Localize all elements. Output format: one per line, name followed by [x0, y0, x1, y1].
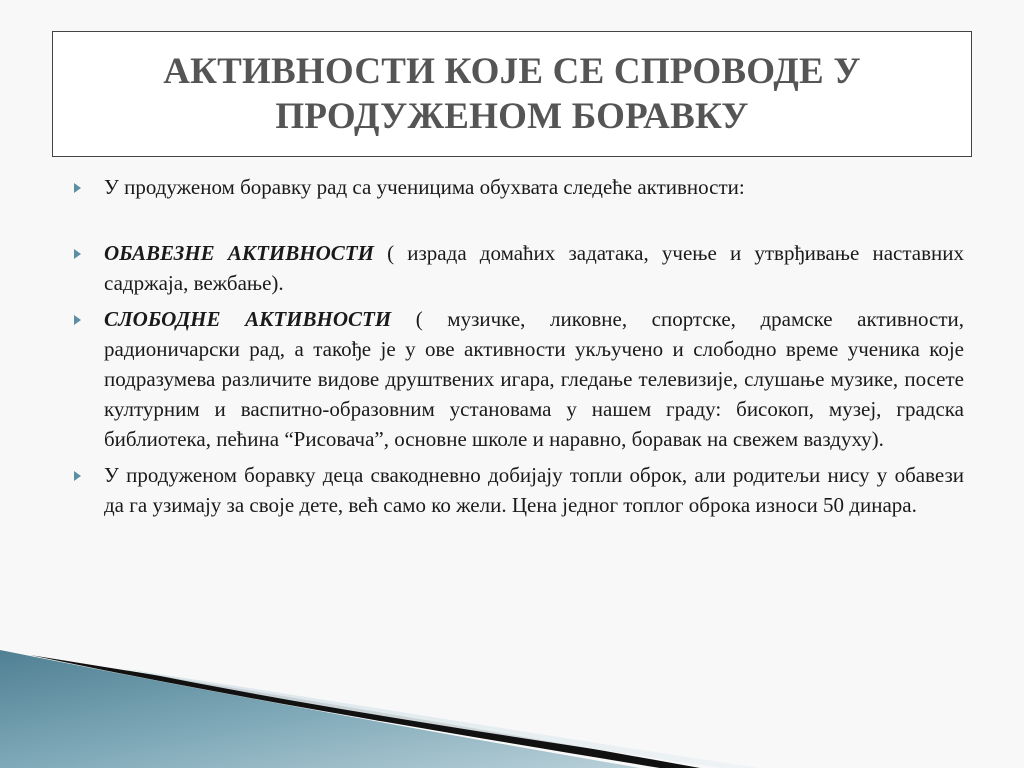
bullet-text: ( музичке, ликовне, спортске, драмске активности, радионичарски рад, а такође је у ове активности укључено и слободно време ученика које подразумева различите видове друштвених игара, гледање телевизије, слушање музике, посете културним и васпитно-образовним установама у нашем граду: бисокоп, музеј, градска библиотека, пећина “Рисовача”, основне школе и наравно, боравак на свежем ваздуху). [104, 307, 965, 451]
bullet-text: У продуженом боравку деца свакодневно добијају топли оброк, али родитељи нису у обавези да га узимају за своје дете, већ само ко жели. Цена једног топлог оброка износи 50 динара. [104, 463, 964, 517]
bullet-emphasis: СЛОБОДНЕ АКТИВНОСТИ [104, 307, 392, 331]
bullet-emphasis: ОБАВЕЗНЕ АКТИВНОСТИ [104, 241, 374, 265]
bullet-text: ( израда домаћих задатака, учење и утврђивање наставних садржаја, вежбање). [104, 241, 964, 295]
slide-title: АКТИВНОСТИ КОЈЕ СЕ СПРОВОДЕ У ПРОДУЖЕНОМ БОРАВКУ [163, 51, 861, 137]
bullet-text: У продуженом боравку рад са ученицима обухвата следеће активности: [104, 175, 745, 199]
